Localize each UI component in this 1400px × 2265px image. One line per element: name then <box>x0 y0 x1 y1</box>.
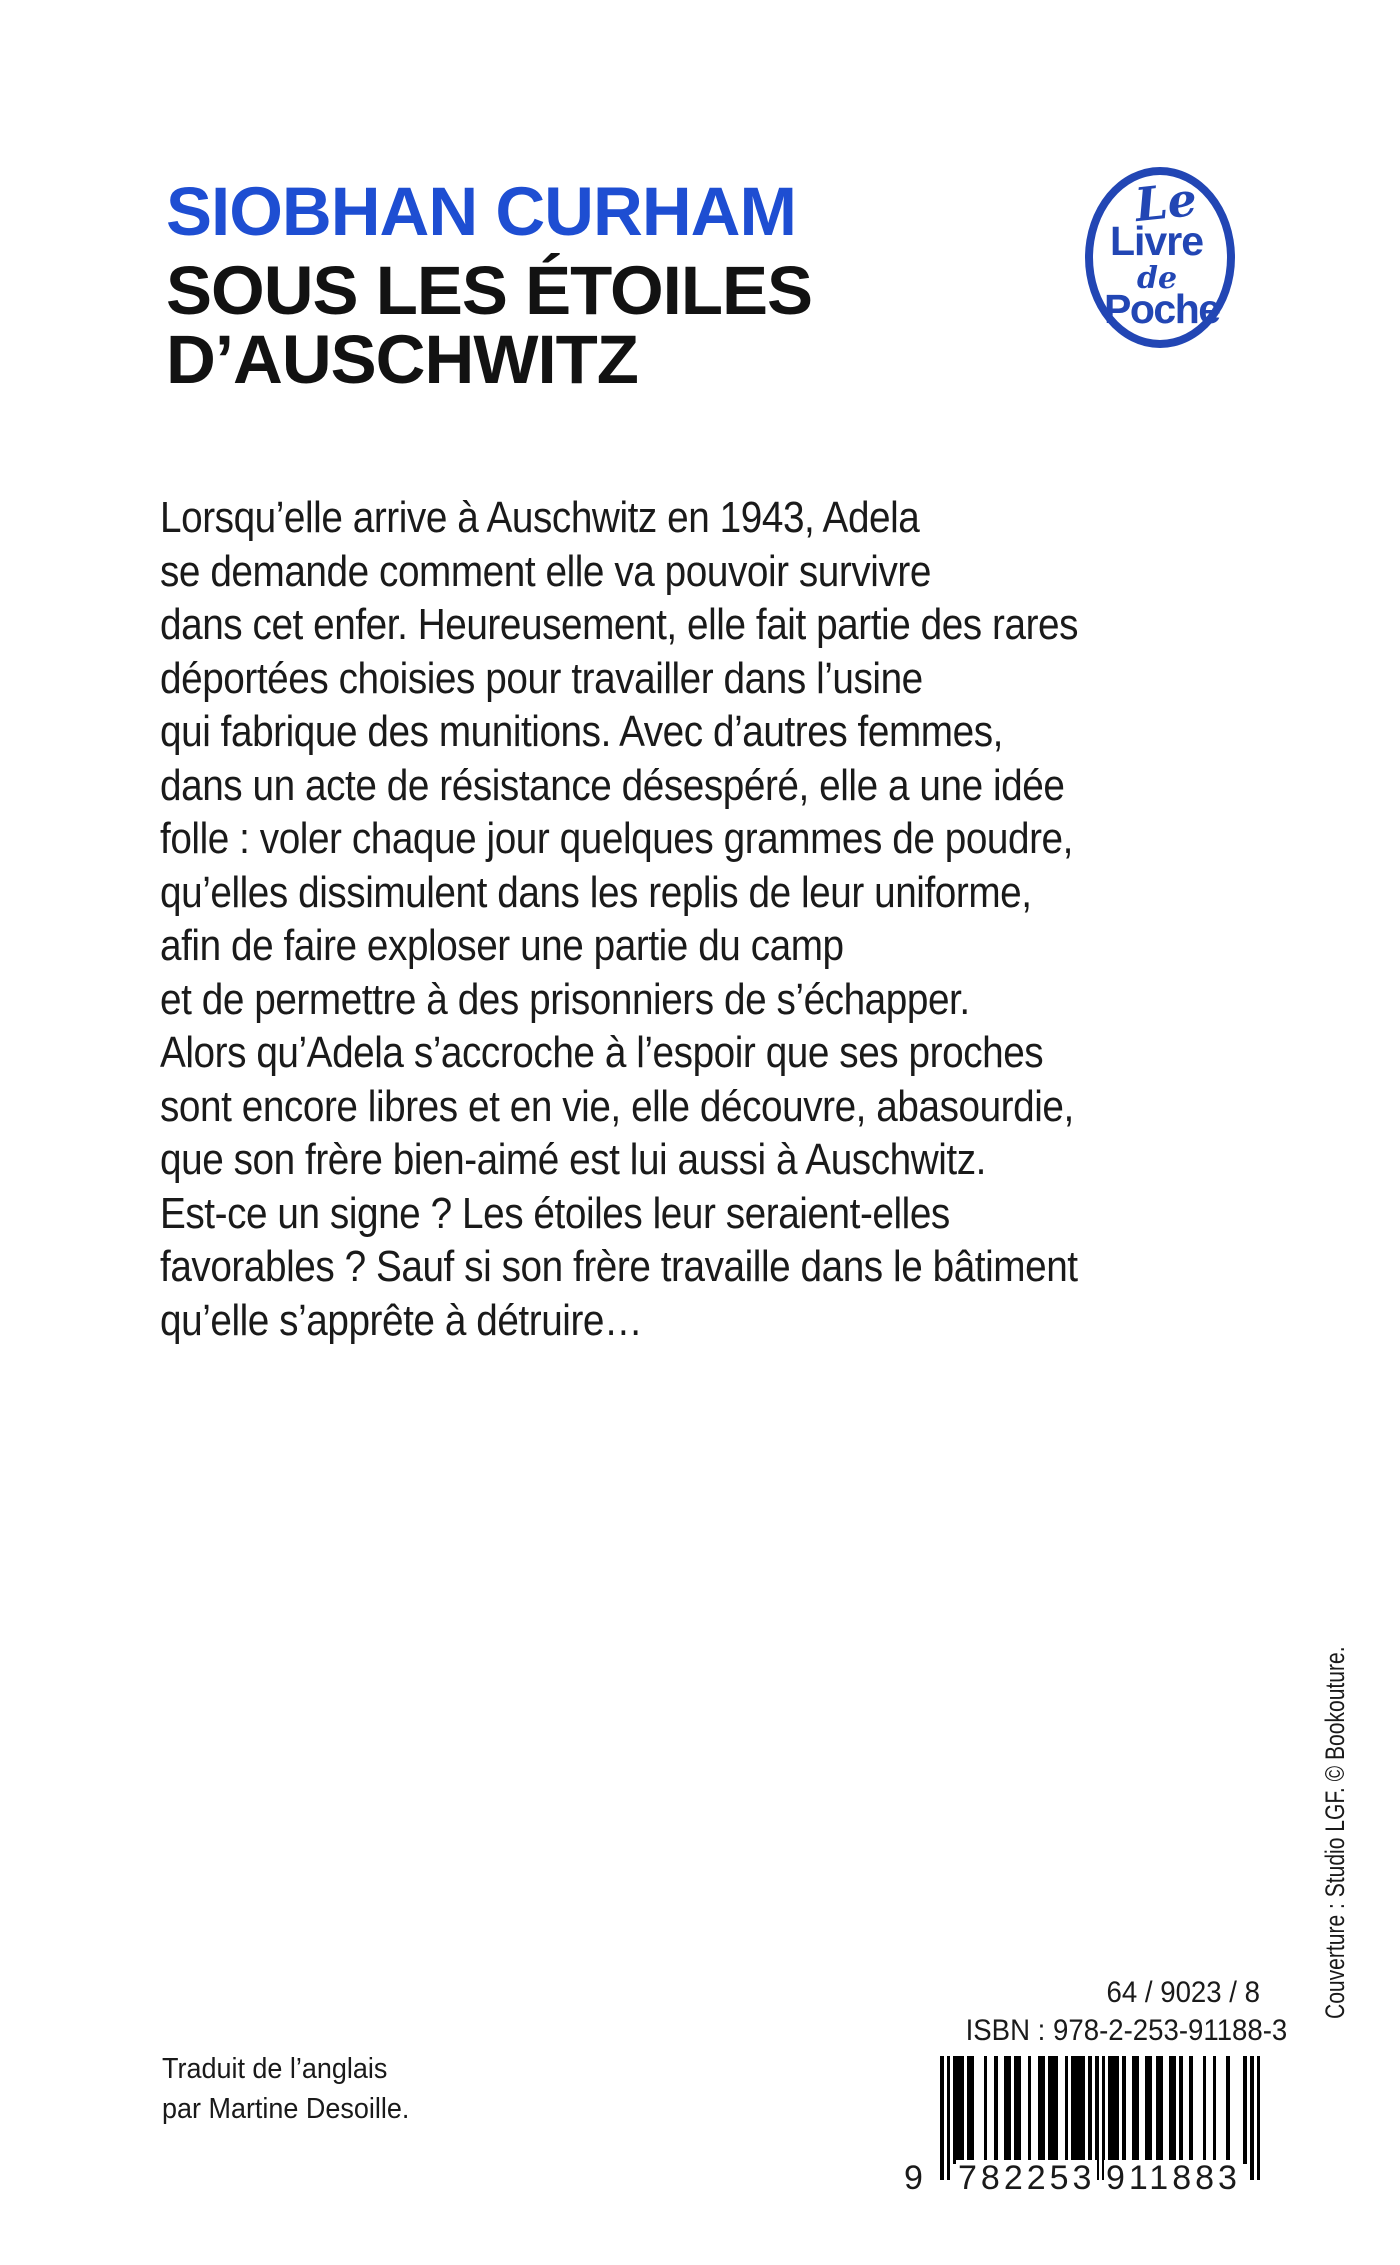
edition-info <box>965 1974 1288 2050</box>
isbn: ISBN : 978-2-253-91188-3 <box>965 2014 1288 2047</box>
book-title <box>166 252 813 398</box>
barcode-bar <box>1149 2056 1153 2164</box>
book-title-line2: D’AUSCHWITZ <box>166 321 638 398</box>
barcode-digit-lead: 9 <box>904 2159 923 2197</box>
barcode-bar <box>1007 2056 1011 2164</box>
synopsis-text <box>160 491 1078 1347</box>
synopsis-line: sont encore libres et en vie, elle découvre, abasourdie, <box>160 1081 1074 1131</box>
barcode-bar <box>1081 2056 1085 2164</box>
barcode-bar <box>1135 2056 1139 2164</box>
barcode-bar <box>1115 2056 1119 2164</box>
synopsis-line: dans cet enfer. Heureusement, elle fait partie des rares <box>160 600 1079 649</box>
barcode-bar <box>1055 2056 1059 2164</box>
barcode-bar <box>1028 2056 1032 2164</box>
synopsis-line: Est-ce un signe ? Les étoiles leur seraient-elles <box>160 1188 950 1238</box>
barcode-bar <box>1122 2056 1126 2164</box>
barcode-digit-group2: 911883 <box>1106 2159 1241 2197</box>
barcode-bar <box>984 2056 988 2164</box>
barcode-bar <box>1065 2056 1069 2164</box>
translator-line1: Traduit de l’anglais <box>162 2053 388 2085</box>
logo-word-poche: Poche <box>1104 286 1220 332</box>
barcode-bar <box>970 2056 974 2164</box>
book-title-line1: SOUS LES ÉTOILES <box>166 252 813 329</box>
barcode-bar <box>1179 2056 1183 2164</box>
logo-word-le: Le <box>1132 171 1200 233</box>
cover-credit-vertical: Couverture : Studio LGF. © Bookouture. <box>1320 1646 1350 2019</box>
barcode-bar <box>1017 2056 1021 2164</box>
synopsis-line: déportées choisies pour travailler dans l’usine <box>160 653 923 703</box>
barcode-bar <box>1189 2056 1193 2164</box>
synopsis-line: folle : voler chaque jour quelques grammes de poudre, <box>160 814 1073 863</box>
print-code: 64 / 9023 / 8 <box>1106 1976 1260 2009</box>
ean13-barcode <box>904 2056 1260 2201</box>
barcode-bar <box>1203 2056 1207 2164</box>
barcode-bar <box>1226 2056 1230 2164</box>
synopsis-line: qu’elle s’apprête à détruire… <box>160 1295 643 1345</box>
barcode-bar <box>1243 2056 1247 2164</box>
barcode-digit-group1: 782253 <box>958 2159 1096 2197</box>
author-name: SIOBHAN CURHAM <box>166 173 796 250</box>
translator-line2: par Martine Desoille. <box>162 2093 410 2125</box>
barcode-bar <box>1159 2056 1163 2164</box>
synopsis-line: et de permettre à des prisonniers de s’échapper. <box>160 974 970 1024</box>
synopsis-line: dans un acte de résistance désespéré, elle a une idée <box>160 760 1065 810</box>
synopsis-line: Alors qu’Adela s’accroche à l’espoir que ses proches <box>160 1028 1044 1077</box>
synopsis-line: Lorsqu’elle arrive à Auschwitz en 1943, Adela <box>160 493 920 542</box>
logo-word-de: de <box>1137 261 1178 296</box>
synopsis-line: que son frère bien-aimé est lui aussi à Auschwitz. <box>160 1135 986 1184</box>
synopsis-line: favorables ? Sauf si son frère travaille dans le bâtiment <box>160 1242 1078 1291</box>
synopsis-line: qu’elles dissimulent dans les replis de leur uniforme, <box>160 867 1032 917</box>
barcode-bar <box>1088 2056 1092 2164</box>
logo-word-livre: Livre <box>1110 218 1203 264</box>
barcode-bar <box>1213 2056 1217 2164</box>
synopsis-line: afin de faire exploser une partie du camp <box>160 921 844 970</box>
barcode-bar <box>1172 2056 1176 2164</box>
barcode-bar <box>994 2056 998 2164</box>
translator-note <box>162 2049 409 2129</box>
barcode-bar <box>960 2056 964 2164</box>
synopsis-line: qui fabrique des munitions. Avec d’autres femmes, <box>160 707 1003 756</box>
synopsis-line: se demande comment elle va pouvoir survivre <box>160 546 931 596</box>
le-livre-de-poche-logo <box>1085 167 1235 348</box>
barcode-digits <box>904 2159 1260 2200</box>
barcode-bar <box>1041 2056 1045 2164</box>
